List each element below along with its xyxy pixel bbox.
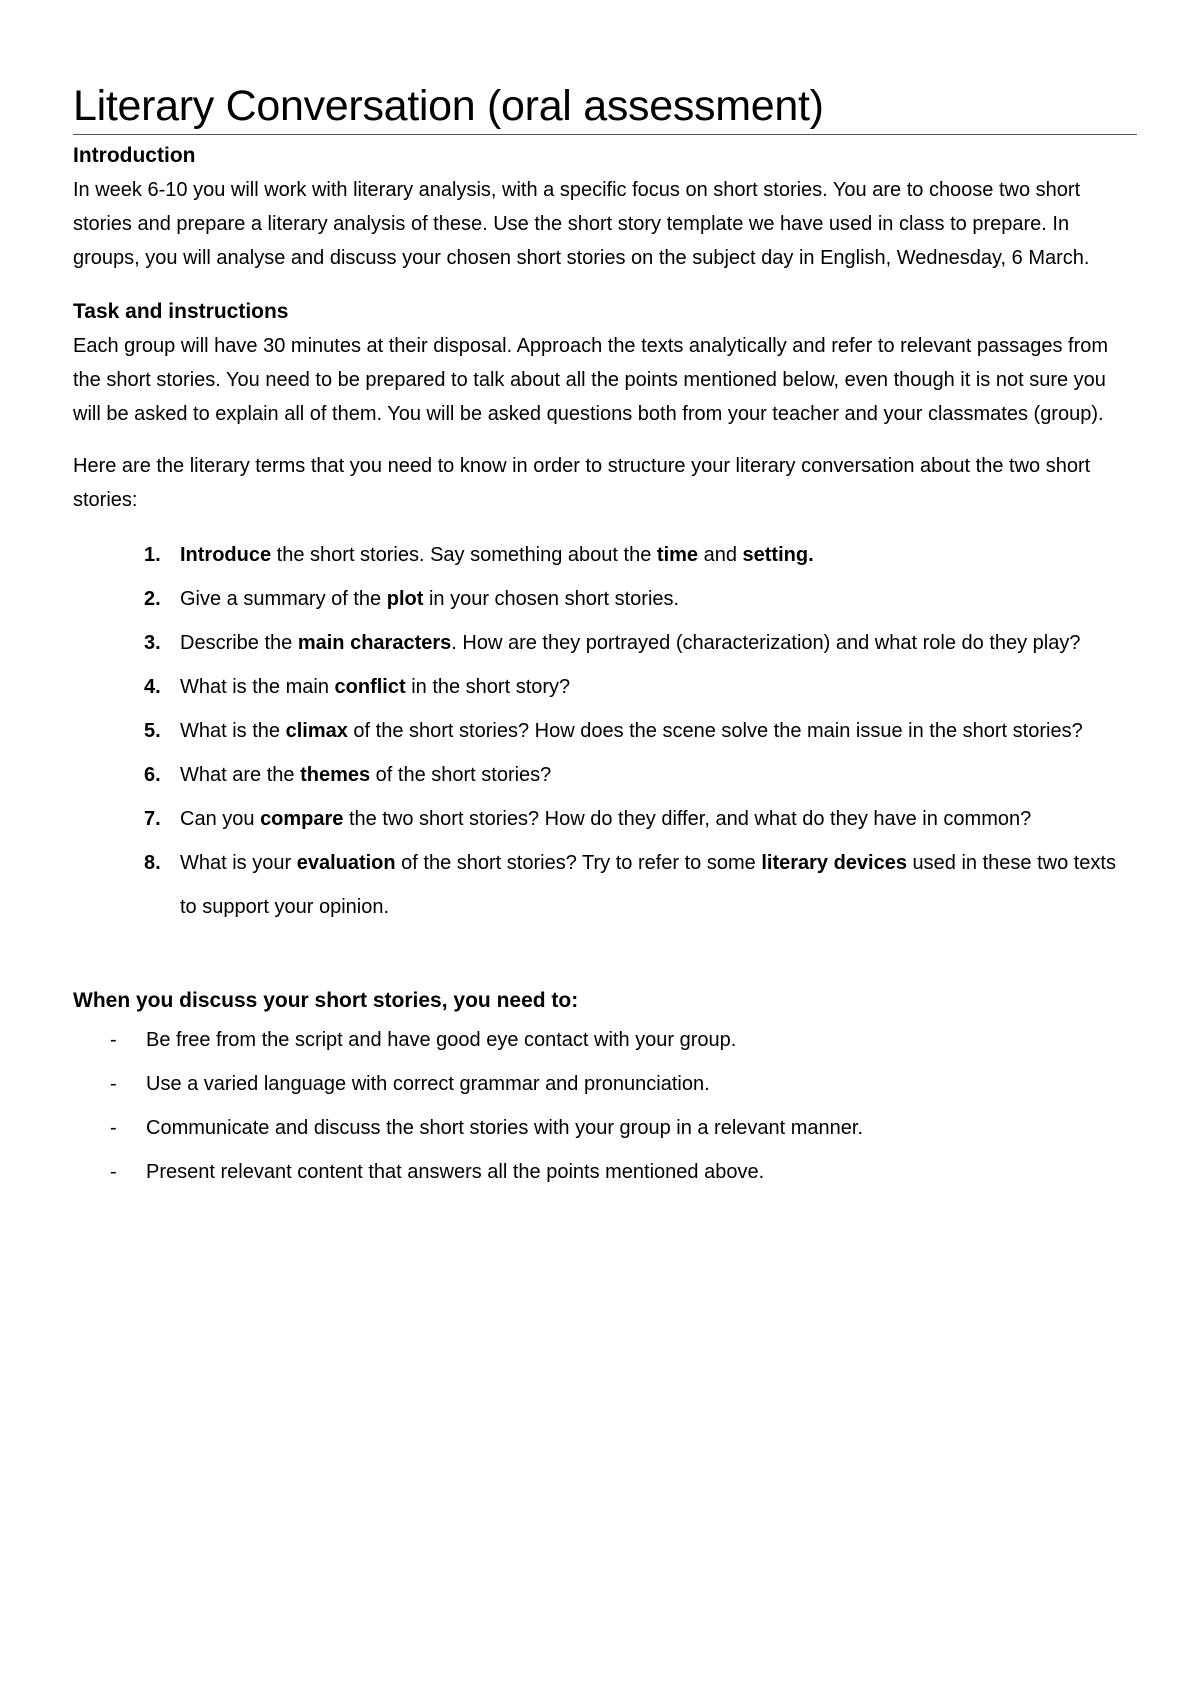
text-run: of the short stories? — [370, 764, 552, 786]
key-term: literary devices — [761, 852, 907, 874]
text-run: . How are they portrayed (characterization) and what role do they play? — [451, 632, 1081, 654]
list-item-text — [180, 544, 814, 566]
text-run: Can you — [180, 808, 261, 830]
text-run: Give a summary of the — [180, 588, 387, 610]
list-item — [73, 577, 1137, 621]
list-item-number: 7. — [144, 808, 161, 830]
key-term: themes — [300, 764, 371, 786]
list-item-text: Present relevant content that answers all the points mentioned above. — [146, 1161, 765, 1183]
key-term: conflict — [334, 676, 406, 698]
text-run: What is your — [180, 852, 297, 874]
discussion-requirements-heading: When you discuss your short stories, you need to: — [73, 989, 579, 1012]
text-run: used in these two texts to support your opinion. — [180, 852, 1116, 918]
list-item-text: Be free from the script and have good eye contact with your group. — [146, 1029, 737, 1051]
key-term: time — [656, 544, 699, 566]
task-paragraph: Each group will have 30 minutes at their disposal. Approach the texts analytically and refer to relevant passages from the short stories. You need to be prepared to talk about all the points mentioned below, even though it is not sure you will be asked to explain all of them. You will be asked questions both from your teacher and your classmates (group). — [73, 335, 1109, 425]
list-item — [73, 709, 1137, 753]
list-item — [73, 753, 1137, 797]
literary-terms-list — [73, 533, 1137, 929]
list-item — [73, 1150, 1137, 1194]
text-run: in your chosen short stories. — [423, 588, 680, 610]
terms-intro-paragraph: Here are the literary terms that you need to know in order to structure your literary conversation about the two short stories: — [73, 455, 1091, 511]
list-item-number: 5. — [144, 720, 161, 742]
key-term: climax — [285, 720, 348, 742]
task-heading: Task and instructions — [73, 300, 289, 323]
list-item — [73, 1062, 1137, 1106]
text-run: and — [698, 544, 743, 566]
introduction-paragraph: In week 6-10 you will work with literary analysis, with a specific focus on short stories. You are to choose two short stories and prepare a literary analysis of these. Use the short story template we have used in class to prepare. In groups, you will analyse and discuss your chosen short stories on the subject day in English, Wednesday, 6 March. — [73, 179, 1090, 269]
text-run: of the short stories? How does the scene solve the main issue in the short stories? — [347, 720, 1083, 742]
list-item — [73, 1018, 1137, 1062]
list-item — [73, 533, 1137, 577]
list-item-number: 4. — [144, 676, 161, 698]
key-term: plot — [386, 588, 424, 610]
text-run: Describe the — [180, 632, 298, 654]
list-item — [73, 1106, 1137, 1150]
list-item-text — [180, 764, 551, 786]
list-item-number: 8. — [144, 852, 161, 874]
bullet-dash: - — [110, 1161, 117, 1183]
list-item-number: 1. — [144, 544, 161, 566]
list-item-text: Use a varied language with correct grammar and pronunciation. — [146, 1073, 710, 1095]
list-item-text — [180, 588, 679, 610]
text-run: What is the main — [180, 676, 335, 698]
text-run: What are the — [180, 764, 301, 786]
document-page — [73, 78, 1137, 1194]
bullet-dash: - — [110, 1117, 117, 1139]
document-title: Literary Conversation (oral assessment) — [73, 78, 1137, 135]
list-item — [73, 841, 1137, 929]
bullet-dash: - — [110, 1073, 117, 1095]
key-term: Introduce — [180, 544, 272, 566]
list-item-text — [180, 720, 1083, 742]
list-item-number: 3. — [144, 632, 161, 654]
text-run: the short stories. Say something about the — [271, 544, 657, 566]
text-run: in the short story? — [405, 676, 571, 698]
list-item-text — [180, 676, 570, 698]
text-run: What is the — [180, 720, 286, 742]
key-term: main characters — [297, 632, 452, 654]
list-item-text — [180, 797, 1137, 841]
discussion-requirements-list — [73, 1018, 1137, 1194]
list-item-text — [180, 632, 1080, 654]
introduction-heading: Introduction — [73, 144, 196, 167]
list-item-text — [180, 852, 1116, 918]
key-term: compare — [260, 808, 344, 830]
list-item-number: 2. — [144, 588, 161, 610]
list-item-text: Communicate and discuss the short stories with your group in a relevant manner. — [146, 1117, 864, 1139]
list-item-number: 6. — [144, 764, 161, 786]
key-term: setting. — [742, 544, 814, 566]
list-item — [73, 797, 1137, 841]
bullet-dash: - — [110, 1029, 117, 1051]
key-term: evaluation — [296, 852, 396, 874]
text-run: of the short stories? Try to refer to some — [395, 852, 762, 874]
list-item — [73, 665, 1137, 709]
list-item — [73, 621, 1137, 665]
text-run: the two short stories? How do they differ, and what do they have in common? — [343, 808, 1032, 830]
